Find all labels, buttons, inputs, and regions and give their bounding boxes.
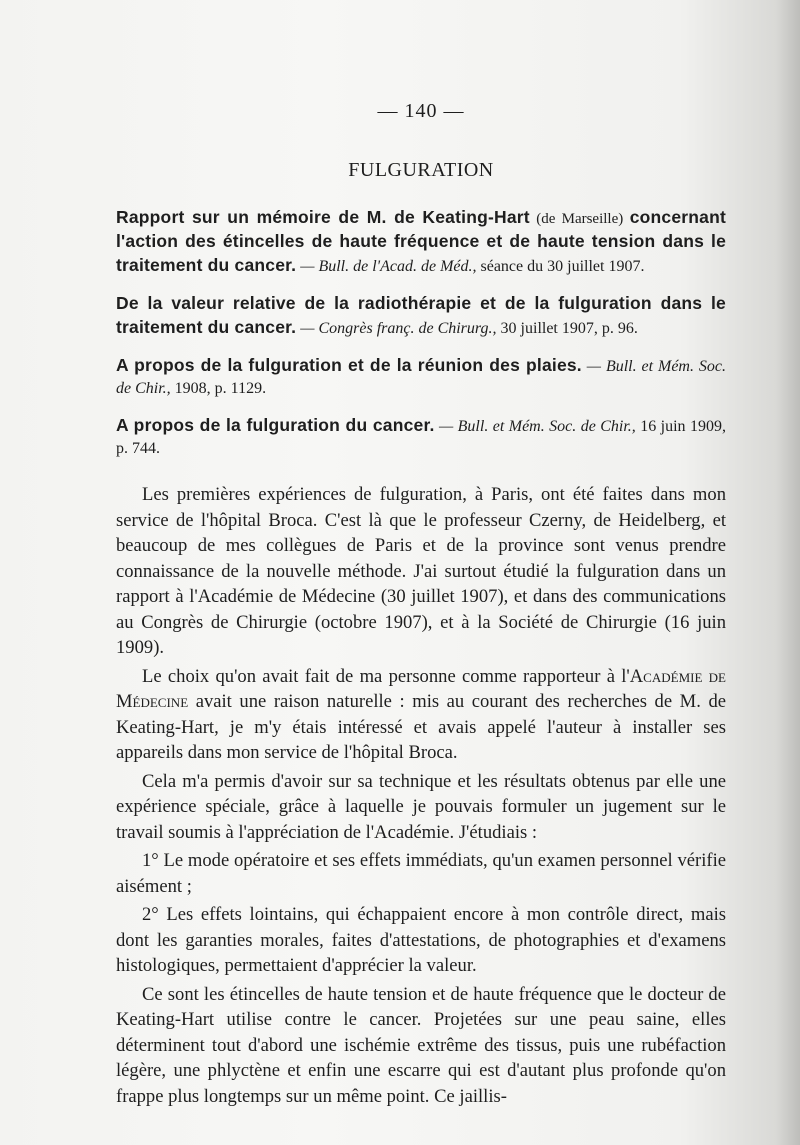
paragraph: Ce sont les étincelles de haute tension et de haute fréquence que le docteur de Keating-Hart utilise contre le cancer. Projetées sur une peau saine, elles déterminent tout d'abord une ischémie extrême des tissus, puis une rubéfaction légère, une phlyctène et enfin une escarre qui est d'autant plus profonde qu'on frappe plus longtemps sur un même point. Ce jaillis- xyxy=(116,983,726,1107)
page-content xyxy=(116,100,726,1112)
paragraph: Les premières expériences de fulguration, à Paris, ont été faites dans mon service de l'hôpital Broca. C'est là que le professeur Czerny, de Heidelberg, et beaucoup de mes collègues de Paris et de la province sont venus prendre connaissance de la nouvelle méthode. J'ai surtout étudié la fulguration dans un rapport à l'Académie de Médecine (30 juillet 1907), et dans des communications au Congrès de Chirurgie (octobre 1907), et à la Société de Chirurgie (16 juin 1909). xyxy=(116,484,726,658)
list-item: 2° Les effets lointains, qui échappaient encore à mon contrôle direct, mais dont les garanties morales, faites d'attestations, de photographies et d'examens histologiques, permettaient d'apprécier la valeur. xyxy=(116,904,726,976)
reference-title: A propos de la fulguration et de la réunion des plaies. xyxy=(116,355,582,375)
paragraph: Cela m'a permis d'avoir sur sa technique et les résultats obtenus par elle une expérience spéciale, grâce à laquelle je pouvais formuler un jugement sur le travail soumis à l'appréciation de l'Académie. J'étudiais : xyxy=(116,770,726,843)
reference-source: — Bull. de l'Acad. de Méd., xyxy=(300,258,477,275)
reference-entry xyxy=(116,292,726,340)
reference-date: 1908, p. 1129. xyxy=(174,380,267,397)
reference-title-continued: concernant l'action des étincelles de haute fréquence et de haute tension dans le traitement du cancer. xyxy=(116,207,727,275)
reference-date: séance du 30 juillet 1907. xyxy=(480,258,645,275)
reference-title: De la valeur relative de la radiothérapie et de la fulguration dans le traitement du cancer. xyxy=(116,293,726,337)
reference-affiliation: (de Marseille) xyxy=(536,211,624,227)
reference-entry xyxy=(116,354,726,400)
paragraph-text: Le choix qu'on avait fait de ma personne comme rapporteur à l' xyxy=(142,665,630,687)
reference-list xyxy=(116,206,726,460)
body-text xyxy=(116,482,726,1109)
reference-date: 30 juillet 1907, p. 96. xyxy=(500,320,638,337)
reference-entry xyxy=(116,206,726,278)
reference-source: — Bull. et Mém. Soc. de Chir., xyxy=(439,418,636,435)
reference-date: 16 juin 1909, p. 744. xyxy=(116,418,726,457)
paragraph xyxy=(116,664,726,766)
reference-title: Rapport sur un mémoire de M. de Keating-Hart xyxy=(116,207,530,227)
reference-title: A propos de la fulguration du cancer. xyxy=(116,415,435,435)
list-item: 1° Le mode opératoire et ses effets immédiats, qu'un examen personnel vérifie aisément ; xyxy=(116,850,726,897)
page-number: — 140 — xyxy=(377,100,465,122)
section-title: FULGURATION xyxy=(348,159,494,181)
reference-entry xyxy=(116,414,726,460)
institution-name: Académie de Médecine xyxy=(116,665,727,712)
paragraph-text: avait une raison naturelle : mis au courant des recherches de M. de Keating-Hart, je m'y étais intéressé et avais appelé l'auteur à installer ses appareils dans mon service de l'hôpital Broca. xyxy=(116,691,726,763)
reference-source: — Bull. et Mém. Soc. de Chir., xyxy=(116,358,726,397)
reference-source: — Congrès franç. de Chirurg., xyxy=(300,320,497,337)
